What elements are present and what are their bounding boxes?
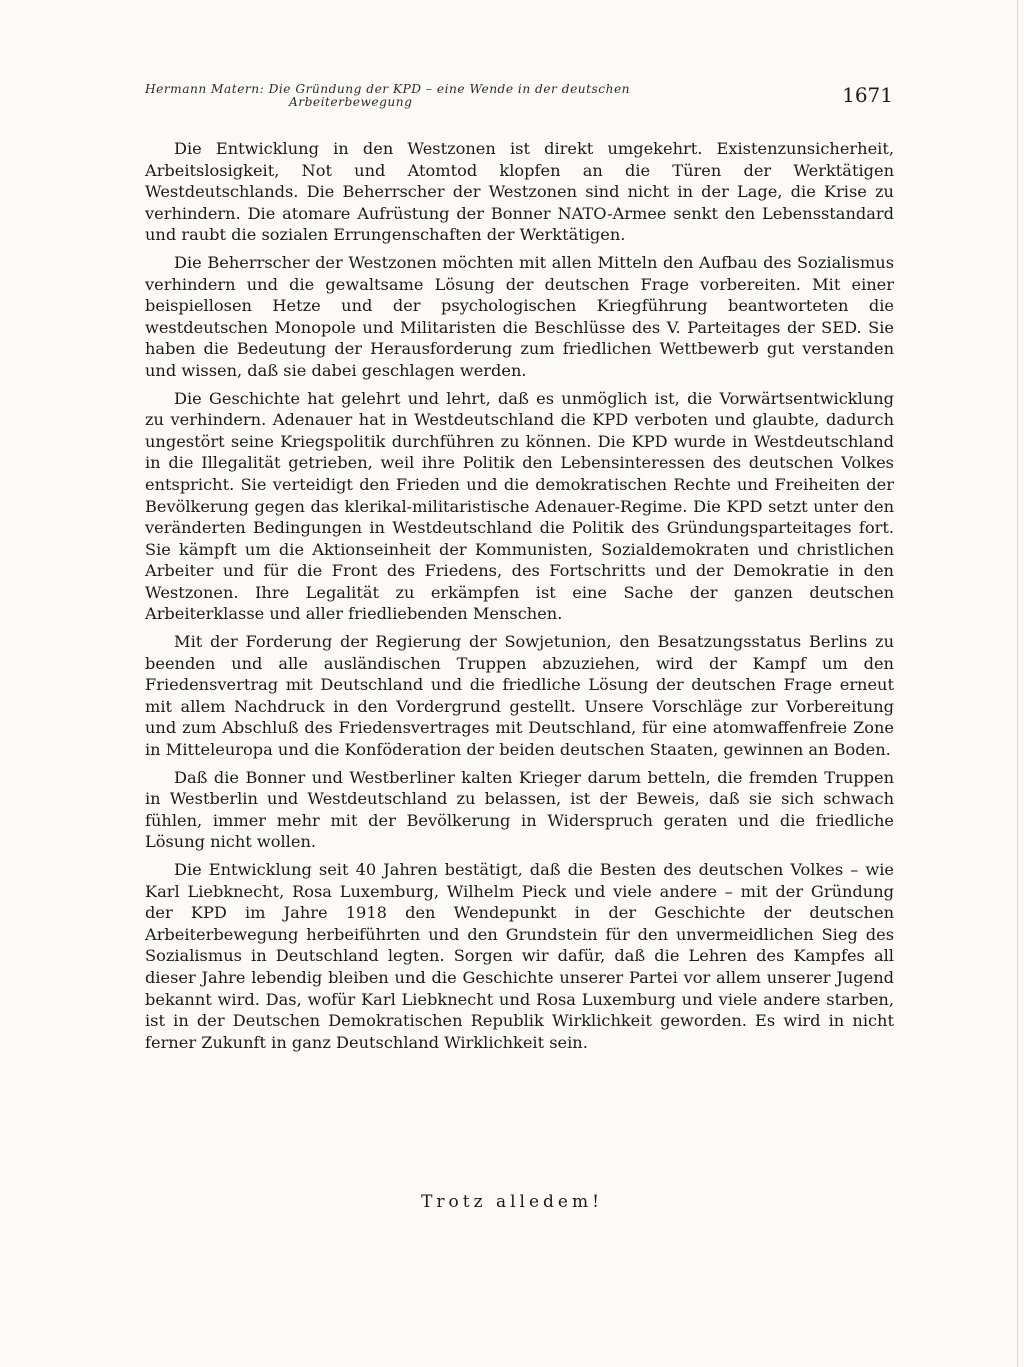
paragraph: Die Geschichte hat gelehrt und lehrt, daß es unmöglich ist, die Vorwärtsentwicklung zu verhindern. Adenauer hat in Westdeutschland die KPD verboten und glaubte, dadurch ungestört seine Kriegspolitik durchführen zu können. Die KPD wurde in Westdeutschland in die Illegalität getrieben, weil ihre Politik den Lebensinteressen des deutschen Volkes entspricht. Sie verteidigt den Frieden und die demokratischen Rechte und Freiheiten der Bevölkerung gegen das klerikal-militaristische Adenauer-Regime. Die KPD setzt unter den veränderten Bedingungen in Westdeutschland die Politik des Gründungsparteitages fort. Sie kämpft um die Aktionseinheit der Kommunisten, Sozialdemokraten und christlichen Arbeiter und für die Front des Friedens, des Fortschritts und der Demokratie in den Westzonen. Ihre Legalität zu erkämpfen ist eine Sache der ganzen deutschen Arbeiterklasse und aller friedliebenden Menschen. — [145, 388, 894, 624]
paragraph: Die Entwicklung in den Westzonen ist direkt umgekehrt. Existenzunsicherheit, Arbeitslosigkeit, Not und Atomtod klopfen an die Türen der Werktätigen Westdeutschlands. Die Beherrscher der Westzonen sind nicht in der Lage, die Krise zu verhindern. Die atomare Aufrüstung der Bonner NATO-Armee senkt den Lebensstandard und raubt die sozialen Errungenschaften der Werktätigen. — [145, 139, 894, 245]
paragraph: Die Beherrscher der Westzonen möchten mit allen Mitteln den Aufbau des Sozialismus verhindern und die gewaltsame Lösung der deutschen Frage vorbereiten. Mit einer beispiellosen Hetze und der psychologischen Kriegführung beantworteten die westdeutschen Monopole und Militaristen die Beschlüsse des V. Parteitages der SED. Sie haben die Bedeutung der Herausforderung zum friedlichen Wettbewerb gut verstanden und wissen, daß sie dabei geschlagen werden. — [145, 252, 894, 380]
running-title-line2: Arbeiterbewegung — [289, 95, 413, 109]
paragraph: Daß die Bonner und Westberliner kalten Krieger darum betteln, die fremden Truppen in Westberlin und Westdeutschland zu belassen, ist der Beweis, daß sie sich schwach fühlen, immer mehr mit der Bevölkerung in Widerspruch geraten und die friedliche Lösung nicht wollen. — [145, 767, 894, 852]
running-title-line1: Hermann Matern: Die Gründung der KPD – eine Wende in der deutschen — [145, 82, 631, 96]
running-title — [145, 83, 785, 109]
page-number: 1671 — [842, 83, 893, 107]
running-header — [145, 83, 893, 113]
paragraph: Mit der Forderung der Regierung der Sowjetunion, den Besatzungsstatus Berlins zu beenden und alle ausländischen Truppen abzuziehen, wird der Kampf um den Friedensvertrag mit Deutschland und die friedliche Lösung der deutschen Frage erneut mit allem Nachdruck in den Vordergrund gestellt. Unsere Vorschläge zur Vorbereitung und zum Abschluß des Friedensvertrages mit Deutschland, für eine atomwaffenfreie Zone in Mitteleuropa und die Konföderation der beiden deutschen Staaten, gewinnen an Boden. — [145, 632, 894, 760]
paragraph: Die Entwicklung seit 40 Jahren bestätigt, daß die Besten des deutschen Volkes – wie Karl Liebknecht, Rosa Luxemburg, Wilhelm Pieck und viele andere – mit der Gründung der KPD im Jahre 1918 den Wendepunkt in der Geschichte der deutschen Arbeiterbewegung herbeiführten und den Grundstein für den unvermeidlichen Sieg des Sozialismus in Deutschland legten. Sorgen wir dafür, daß die Lehren des Kampfes all dieser Jahre lebendig bleiben und die Geschichte unserer Partei vor allem unserer Jugend bekannt wird. Das, wofür Karl Liebknecht und Rosa Luxemburg und viele andere starben, ist in der Deutschen Demokratischen Republik Wirklichkeit geworden. Es wird in nicht ferner Zukunft in ganz Deutschland Wirklichkeit sein. — [145, 860, 894, 1052]
page-edge-line — [1017, 0, 1018, 1367]
closing-slogan: Trotz alledem! — [421, 1192, 603, 1212]
body-text — [145, 138, 894, 1059]
